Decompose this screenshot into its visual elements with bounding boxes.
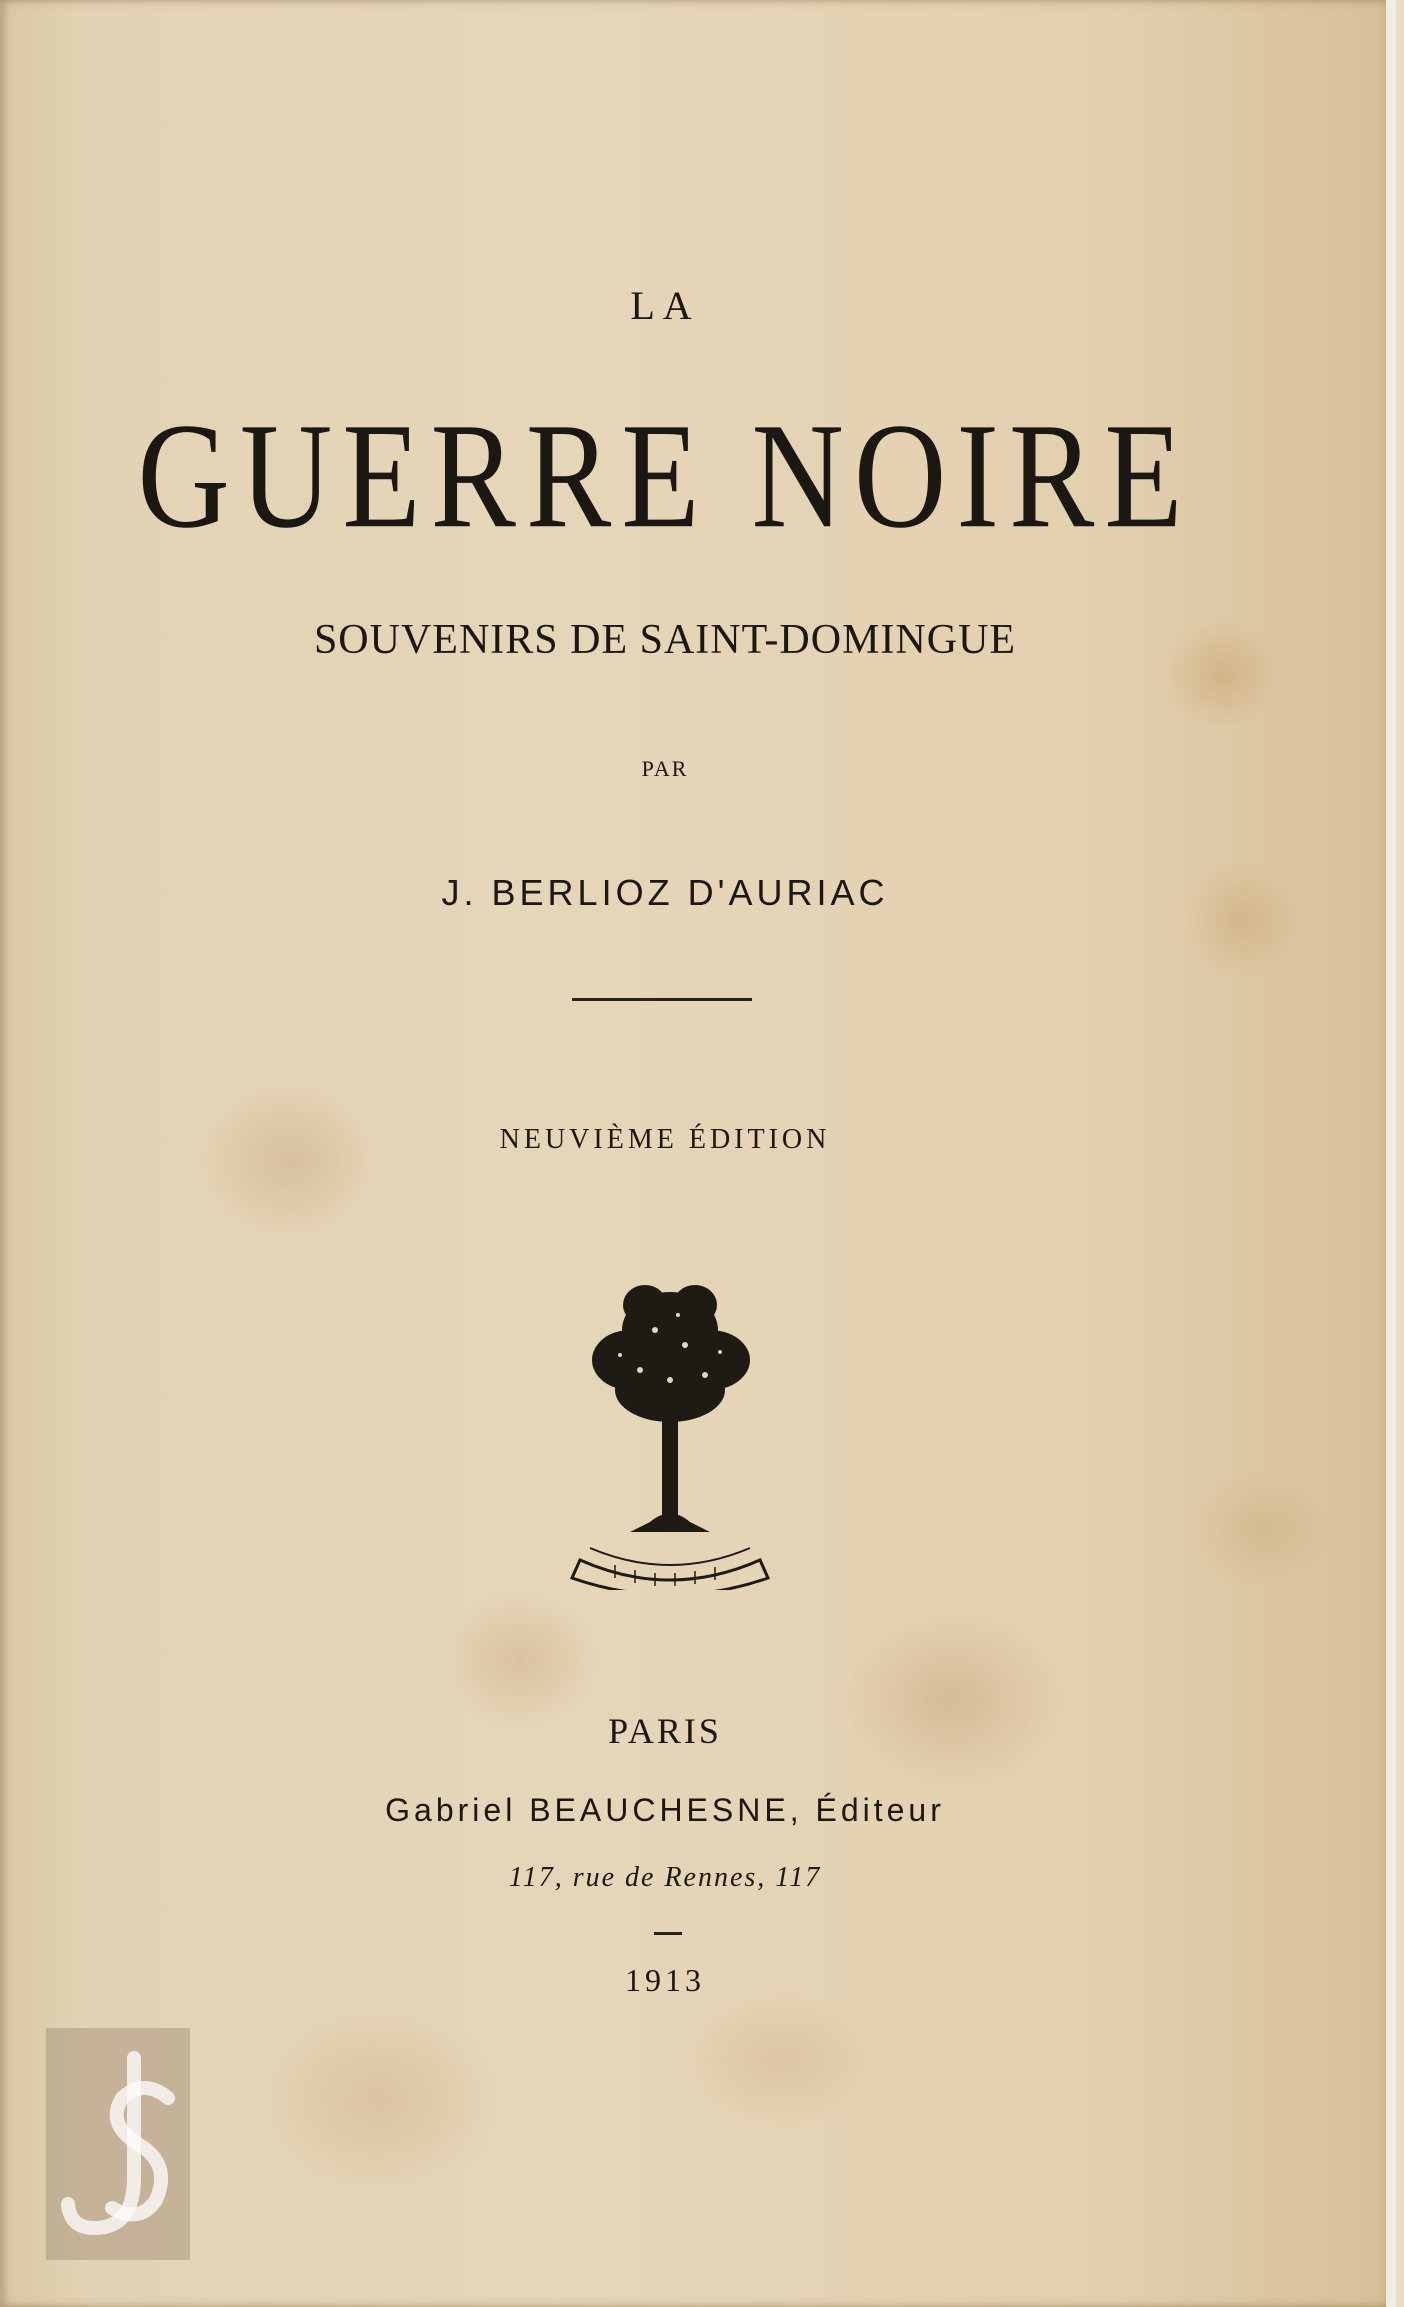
author-name: J. BERLIOZ D'AURIAC xyxy=(441,872,889,913)
address-divider xyxy=(654,1932,682,1935)
publisher-name: Gabriel BEAUCHESNE, Éditeur xyxy=(385,1792,945,1828)
page-edge xyxy=(1386,0,1396,2307)
title-divider xyxy=(572,998,752,1001)
publication-year: 1913 xyxy=(625,1962,705,1998)
title-article: LA xyxy=(630,283,700,328)
book-title: GUERRE NOIRE xyxy=(137,391,1193,560)
tree-emblem-icon xyxy=(560,1260,780,1590)
publisher-address: 117, rue de Rennes, 117 xyxy=(508,1862,822,1893)
book-subtitle: SOUVENIRS DE SAINT-DOMINGUE xyxy=(313,617,1017,663)
by-line-label: PAR xyxy=(641,756,689,781)
edition-label: NEUVIÈME ÉDITION xyxy=(499,1124,831,1155)
publication-city: PARIS xyxy=(608,1711,722,1751)
bookseller-logo-icon xyxy=(46,2028,190,2260)
